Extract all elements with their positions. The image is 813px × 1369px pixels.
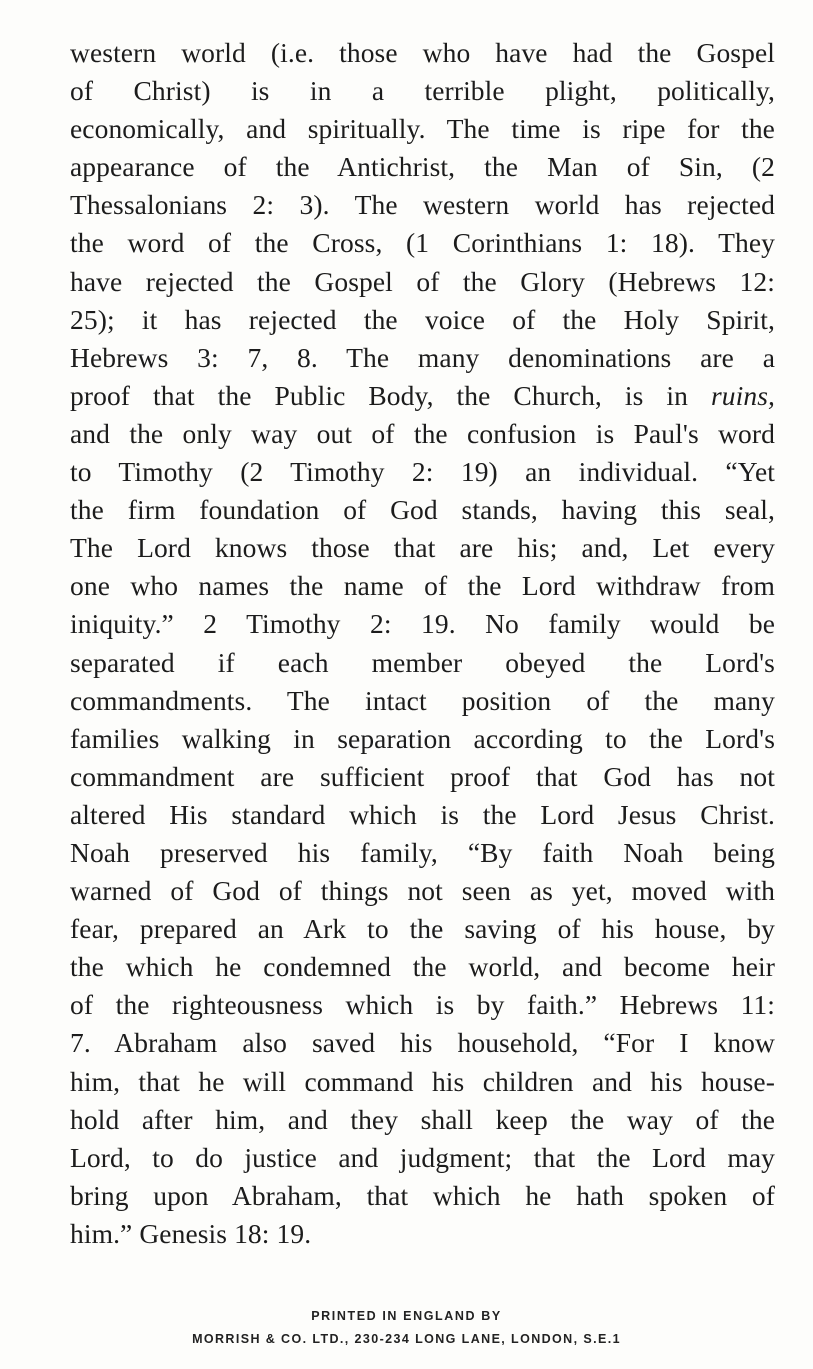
text-line: hold after him, and they shall keep the way of the: [70, 1103, 775, 1135]
text-line: the word of the Cross, (1 Corinthians 1: 18). They: [70, 227, 775, 259]
text-line: commandment are sufficient proof that God has not: [70, 760, 775, 792]
text-line: him.” Genesis 18: 19.: [70, 1217, 312, 1249]
text-line: economically, and spiritually. The time is ripe for the: [70, 113, 775, 145]
text-line: 7. Abraham also saved his household, “For I know: [70, 1027, 775, 1059]
text-line: to Timothy (2 Timothy 2: 19) an individual. “Yet: [70, 456, 775, 488]
text-line: families walking in separation according to the Lord's: [70, 722, 775, 754]
text-line: of Christ) is in a terrible plight, politically,: [70, 75, 775, 107]
text-line: of the righteousness which is by faith.” Hebrews 11:: [70, 989, 775, 1021]
text-line: Thessalonians 2: 3). The western world has rejected: [70, 189, 775, 221]
text-line: altered His standard which is the Lord Jesus Christ.: [70, 798, 775, 830]
text-line: fear, prepared an Ark to the saving of his house, by: [70, 913, 775, 945]
text-line: iniquity.” 2 Timothy 2: 19. No family would be: [70, 608, 775, 640]
text-segment: proof that the Public Body, the Church, is in: [70, 379, 688, 411]
text-line: the which he condemned the world, and become heir: [70, 951, 775, 983]
text-line-with-italic: [70, 377, 775, 415]
printer-imprint-line2: MORRISH & CO. LTD., 230-234 LONG LANE, LONDON, S.E.1: [192, 1332, 621, 1346]
text-line: Lord, to do justice and judgment; that the Lord may: [70, 1141, 775, 1173]
italic-word: ruins,: [710, 379, 775, 411]
text-line: separated if each member obeyed the Lord's: [70, 646, 775, 678]
text-line: bring upon Abraham, that which he hath spoken of: [70, 1179, 775, 1211]
body-text: [70, 34, 775, 1253]
text-line: The Lord knows those that are his; and, Let every: [70, 532, 775, 564]
printer-imprint-line1: PRINTED IN ENGLAND BY: [311, 1309, 502, 1323]
text-line: and the only way out of the confusion is Paul's word: [70, 417, 775, 449]
text-line: one who names the name of the Lord withdraw from: [70, 570, 775, 602]
text-line: Noah preserved his family, “By faith Noah being: [70, 836, 775, 868]
text-line: warned of God of things not seen as yet, moved with: [70, 875, 775, 907]
text-line: the firm foundation of God stands, having this seal,: [70, 494, 775, 526]
text-line: have rejected the Gospel of the Glory (Hebrews 12:: [70, 265, 775, 297]
text-line: him, that he will command his children and his house-: [70, 1065, 775, 1097]
text-line: western world (i.e. those who have had the Gospel: [70, 37, 775, 68]
text-line: appearance of the Antichrist, the Man of Sin, (2: [70, 151, 775, 183]
text-line: commandments. The intact position of the many: [70, 684, 775, 716]
text-line: Hebrews 3: 7, 8. The many denominations are a: [70, 341, 775, 373]
text-line: 25); it has rejected the voice of the Holy Spirit,: [70, 303, 775, 335]
